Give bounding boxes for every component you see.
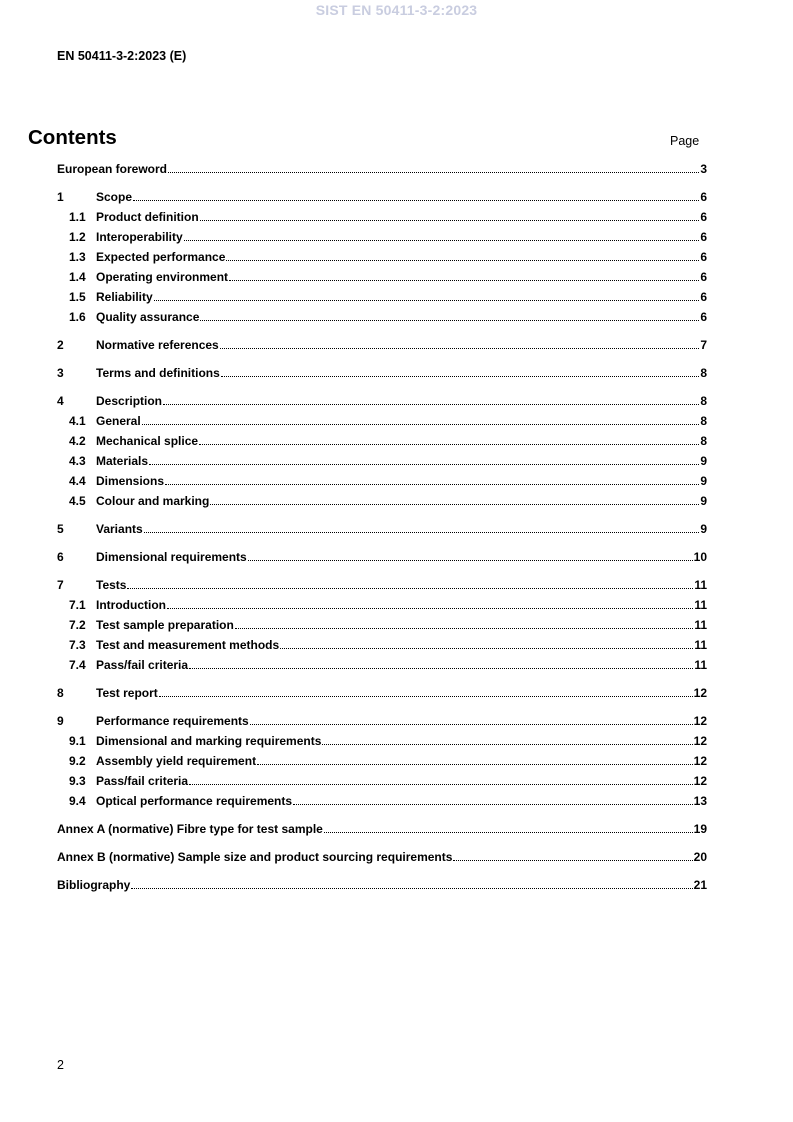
toc-dot-leader (159, 685, 693, 697)
toc-entry-title: Description (96, 394, 163, 408)
toc-entry-number: 9.3 (69, 774, 86, 788)
toc-entry-title: Mechanical splice (96, 434, 199, 448)
toc-entry-page: 6 (700, 270, 707, 284)
page-number: 2 (57, 1058, 64, 1072)
toc-entry[interactable] (57, 433, 707, 450)
toc-entry-title: Tests (96, 578, 127, 592)
toc-entry-number: 7 (57, 578, 64, 592)
toc-entry[interactable] (57, 453, 707, 470)
toc-entry-title: General (96, 414, 141, 428)
toc-entry[interactable] (57, 753, 707, 770)
toc-entry[interactable] (57, 493, 707, 510)
toc-entry-page: 8 (700, 434, 707, 448)
toc-dot-leader (257, 753, 693, 765)
toc-entry-page: 6 (700, 230, 707, 244)
toc-entry-number: 6 (57, 550, 64, 564)
toc-entry-title: Quality assurance (96, 310, 200, 324)
toc-entry[interactable] (57, 189, 707, 206)
toc-entry-page: 11 (694, 578, 707, 592)
toc-dot-leader (149, 453, 699, 465)
toc-entry-title: Assembly yield requirement (96, 754, 257, 768)
toc-entry[interactable] (57, 229, 707, 246)
page-column-label: Page (670, 134, 700, 148)
toc-entry-page: 12 (693, 686, 707, 700)
toc-dot-leader (133, 189, 699, 201)
toc-entry-title: Materials (96, 454, 149, 468)
toc-entry-title: Reliability (96, 290, 153, 304)
toc-dot-leader (167, 597, 693, 609)
toc-entry-title: Normative references (96, 338, 219, 352)
toc-dot-leader (168, 161, 699, 173)
toc-entry-page: 11 (694, 618, 707, 632)
toc-entry-page: 19 (693, 822, 707, 836)
toc-entry-title: Variants (96, 522, 143, 536)
toc-dot-leader (322, 733, 692, 745)
toc-dot-leader (189, 657, 693, 669)
toc-entry-page: 9 (700, 522, 707, 536)
toc-entry[interactable] (57, 577, 707, 594)
toc-entry-title: Pass/fail criteria (96, 774, 189, 788)
toc-entry-number: 1.4 (69, 270, 86, 284)
toc-entry-page: 12 (693, 754, 707, 768)
toc-entry-number: 8 (57, 686, 64, 700)
toc-entry[interactable] (57, 597, 707, 614)
toc-entry-title: Pass/fail criteria (96, 658, 189, 672)
toc-entry-page: 8 (700, 394, 707, 408)
toc-entry-page: 6 (700, 310, 707, 324)
watermark: SIST EN 50411-3-2:2023 (315, 2, 478, 18)
toc-entry-number: 1.5 (69, 290, 86, 304)
toc-entry-number: 4.2 (69, 434, 86, 448)
toc-entry-number: 1.6 (69, 310, 86, 324)
toc-dot-leader (142, 413, 700, 425)
toc-entry-page: 9 (700, 454, 707, 468)
toc-entry-title: Interoperability (96, 230, 183, 244)
toc-entry-number: 4.3 (69, 454, 86, 468)
toc-dot-leader (184, 229, 700, 241)
toc-entry-title: Dimensional and marking requirements (96, 734, 322, 748)
toc-entry-number: 1.3 (69, 250, 86, 264)
toc-entry-number: 7.4 (69, 658, 86, 672)
toc-entry[interactable] (57, 249, 707, 266)
toc-entry-number: 9.2 (69, 754, 86, 768)
toc-dot-leader (250, 713, 693, 725)
toc-entry-page: 11 (694, 638, 707, 652)
toc-entry-title: Expected performance (96, 250, 226, 264)
toc-entry[interactable] (57, 289, 707, 306)
toc-entry[interactable] (57, 549, 707, 566)
toc-dot-leader (324, 821, 693, 833)
toc-entry-number: 1 (57, 190, 64, 204)
toc-entry-page: 6 (700, 290, 707, 304)
toc-entry-title: Dimensional requirements (96, 550, 247, 564)
toc-entry-number: 1.1 (69, 210, 86, 224)
toc-entry[interactable] (57, 365, 707, 382)
toc-dot-leader (226, 249, 699, 261)
toc-dot-leader (229, 269, 699, 281)
toc-entry-title: Annex B (normative) Sample size and product sourcing requirements (57, 850, 453, 864)
toc-entry-page: 11 (694, 598, 707, 612)
toc-entry-title: Annex A (normative) Fibre type for test sample (57, 822, 323, 836)
toc-entry[interactable] (57, 877, 707, 894)
toc-entry-page: 8 (700, 414, 707, 428)
toc-entry-title: Introduction (96, 598, 166, 612)
toc-entry-number: 4.1 (69, 414, 86, 428)
toc-entry-number: 4 (57, 394, 64, 408)
toc-entry[interactable] (57, 161, 707, 178)
toc-dot-leader (293, 793, 693, 805)
toc-entry-number: 2 (57, 338, 64, 352)
toc-entry-number: 3 (57, 366, 64, 380)
toc-entry[interactable] (57, 773, 707, 790)
toc-dot-leader (144, 521, 700, 533)
toc-entry-page: 8 (700, 366, 707, 380)
toc-dot-leader (200, 309, 699, 321)
toc-dot-leader (127, 577, 693, 589)
toc-entry-number: 9.4 (69, 794, 86, 808)
toc-entry-title: Scope (96, 190, 133, 204)
toc-entry-number: 4.5 (69, 494, 86, 508)
toc-entry[interactable] (57, 849, 707, 866)
toc-entry-page: 12 (693, 774, 707, 788)
toc-dot-leader (453, 849, 692, 861)
toc-entry[interactable] (57, 269, 707, 286)
toc-entry-page: 6 (700, 190, 707, 204)
toc-entry-title: Test and measurement methods (96, 638, 280, 652)
toc-entry-number: 1.2 (69, 230, 86, 244)
toc-entry-title: Colour and marking (96, 494, 210, 508)
contents-heading: Contents (28, 126, 117, 149)
toc-entry[interactable] (57, 393, 707, 410)
toc-entry-page: 7 (700, 338, 707, 352)
toc-entry-page: 21 (693, 878, 707, 892)
toc-entry-title: Test sample preparation (96, 618, 234, 632)
toc-entry[interactable] (57, 521, 707, 538)
toc-entry-number: 7.1 (69, 598, 86, 612)
toc-entry-number: 9 (57, 714, 64, 728)
toc-entry-title: European foreword (57, 162, 168, 176)
toc-entry-title: Test report (96, 686, 158, 700)
toc-entry[interactable] (57, 685, 707, 702)
toc-dot-leader (210, 493, 699, 505)
toc-entry[interactable] (57, 733, 707, 750)
toc-entry[interactable] (57, 413, 707, 430)
toc-dot-leader (154, 289, 700, 301)
toc-entry-page: 12 (693, 734, 707, 748)
toc-entry[interactable] (57, 657, 707, 674)
toc-entry-title: Dimensions (96, 474, 165, 488)
toc-entry-page: 12 (693, 714, 707, 728)
toc-entry[interactable] (57, 309, 707, 326)
toc-entry-page: 3 (700, 162, 707, 176)
toc-entry-number: 9.1 (69, 734, 86, 748)
toc-entry-title: Optical performance requirements (96, 794, 293, 808)
toc-entry[interactable] (57, 209, 707, 226)
toc-entry[interactable] (57, 617, 707, 634)
toc-entry[interactable] (57, 793, 707, 810)
toc-entry-number: 7.3 (69, 638, 86, 652)
toc-entry-page: 10 (693, 550, 707, 564)
toc-entry-page: 9 (700, 494, 707, 508)
toc-entry-page: 13 (693, 794, 707, 808)
toc-entry-title: Performance requirements (96, 714, 249, 728)
toc-entry[interactable] (57, 637, 707, 654)
toc-entry[interactable] (57, 821, 707, 838)
toc-entry[interactable] (57, 473, 707, 490)
toc-dot-leader (220, 337, 700, 349)
toc-entry-page: 11 (694, 658, 707, 672)
toc-entry-title: Product definition (96, 210, 199, 224)
toc-entry-title: Terms and definitions (96, 366, 220, 380)
toc-entry-page: 6 (700, 210, 707, 224)
toc-entry-number: 5 (57, 522, 64, 536)
toc-dot-leader (199, 433, 699, 445)
toc-entry[interactable] (57, 337, 707, 354)
toc-entry-page: 9 (700, 474, 707, 488)
document-id: EN 50411-3-2:2023 (E) (57, 49, 187, 63)
toc-entry-number: 4.4 (69, 474, 86, 488)
toc-entry[interactable] (57, 713, 707, 730)
toc-dot-leader (200, 209, 700, 221)
toc-dot-leader (131, 877, 692, 889)
toc-dot-leader (165, 473, 699, 485)
toc-entry-title: Bibliography (57, 878, 131, 892)
toc-dot-leader (189, 773, 693, 785)
toc-dot-leader (221, 365, 700, 377)
toc-entry-page: 6 (700, 250, 707, 264)
toc-dot-leader (280, 637, 693, 649)
toc-entry-page: 20 (693, 850, 707, 864)
toc-dot-leader (248, 549, 693, 561)
toc-dot-leader (235, 617, 693, 629)
toc-dot-leader (163, 393, 699, 405)
toc-entry-title: Operating environment (96, 270, 229, 284)
toc-entry-number: 7.2 (69, 618, 86, 632)
